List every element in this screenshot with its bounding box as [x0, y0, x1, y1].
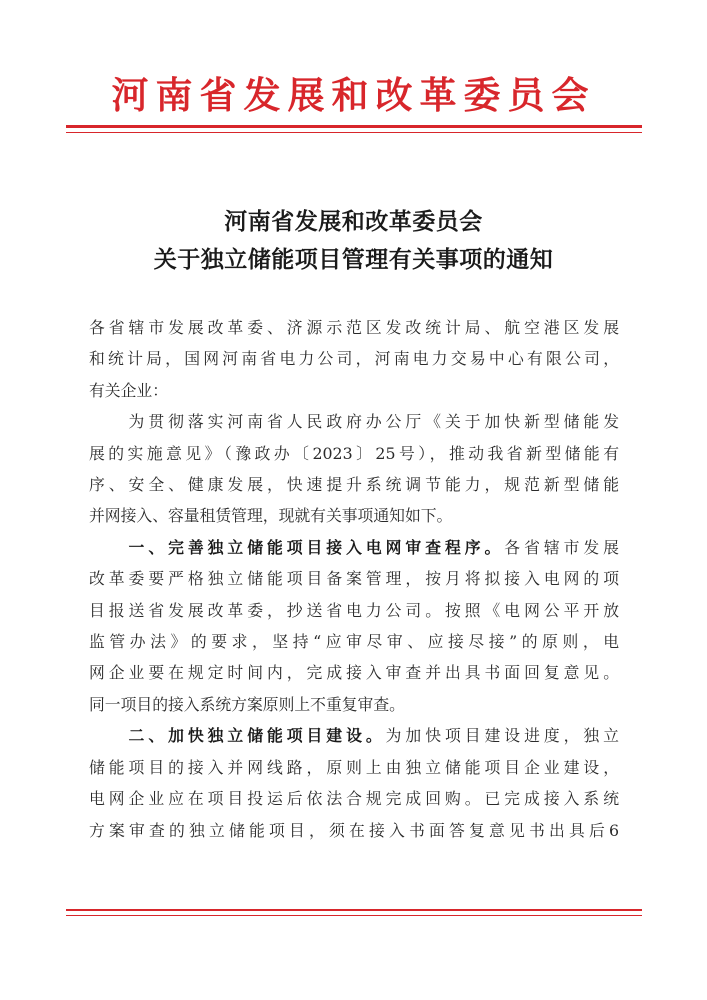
letterhead-rule-thick: [66, 125, 642, 128]
footer-rule-thin: [66, 915, 642, 916]
body-line: [89, 626, 619, 657]
body-line: [89, 657, 619, 688]
footer-rule-thick: [66, 909, 642, 911]
body-text: 储能项目的接入并网线路，原则上由独立储能项目企业建设，: [89, 757, 619, 777]
body-line: [89, 500, 619, 531]
body-text: 同一项目的接入系统方案原则上不重复审查。: [89, 694, 405, 714]
document-title-line-1: 河南省发展和改革委员会: [224, 208, 483, 235]
body-line: [89, 783, 619, 814]
body-text: 各省辖市发展改革委、济源示范区发改统计局、航空港区发展: [89, 318, 619, 337]
body-text: 网企业要在规定时间内，完成接入审查并出具书面回复意见。: [89, 663, 619, 683]
body-text: 和统计局，国网河南省电力公司，河南电力交易中心有限公司，: [89, 349, 619, 369]
body-text: 方案审查的独立储能项目，须在接入书面答复意见书出具后6: [89, 820, 619, 840]
body-text: 监管办法》的要求，坚持“应审尽审、应接尽接”的原则，电: [89, 632, 619, 652]
body-text: 为加快项目建设进度，独立: [385, 726, 619, 746]
section-heading: 二、加快独立储能项目建设。: [89, 726, 386, 746]
body-text: 有关企业：: [89, 380, 168, 400]
body-text: 改革委要严格独立储能项目备案管理，按月将拟接入电网的项: [89, 569, 619, 589]
document-title-line-2: 关于独立储能项目管理有关事项的通知: [153, 246, 554, 273]
body-line: [89, 595, 619, 626]
body-line: [89, 312, 619, 343]
letterhead-title: 河南省发展和改革委员会: [111, 74, 596, 117]
body-line: [89, 375, 619, 406]
section-heading: 一、完善独立储能项目接入电网审查程序。: [89, 537, 505, 557]
body-text: 序、安全、健康发展，快速提升系统调节能力，规范新型储能: [89, 475, 619, 495]
body-text: 并网接入、容量租赁管理，现就有关事项通知如下。: [89, 506, 453, 526]
body-line: [89, 406, 619, 437]
body-line: [89, 469, 619, 500]
body-text: 各省辖市发展: [504, 537, 619, 557]
document-body: [89, 312, 619, 846]
body-line: [89, 689, 619, 720]
body-line: [89, 532, 619, 563]
body-text: 电网企业应在项目投运后依法合规完成回购。已完成接入系统: [89, 789, 619, 809]
body-line: [89, 815, 619, 846]
body-text: 为贯彻落实河南省人民政府办公厅《关于加快新型储能发: [89, 412, 619, 432]
body-text: 目报送省发展改革委，抄送省电力公司。按照《电网公平开放: [89, 600, 619, 620]
body-line: [89, 563, 619, 594]
body-text: 展的实施意见》（豫政办〔2023〕25号），推动我省新型储能有: [89, 443, 619, 463]
body-line: [89, 752, 619, 783]
body-line: [89, 343, 619, 374]
letterhead-rule-thin: [66, 132, 642, 133]
body-line: [89, 438, 619, 469]
body-line: [89, 720, 619, 751]
